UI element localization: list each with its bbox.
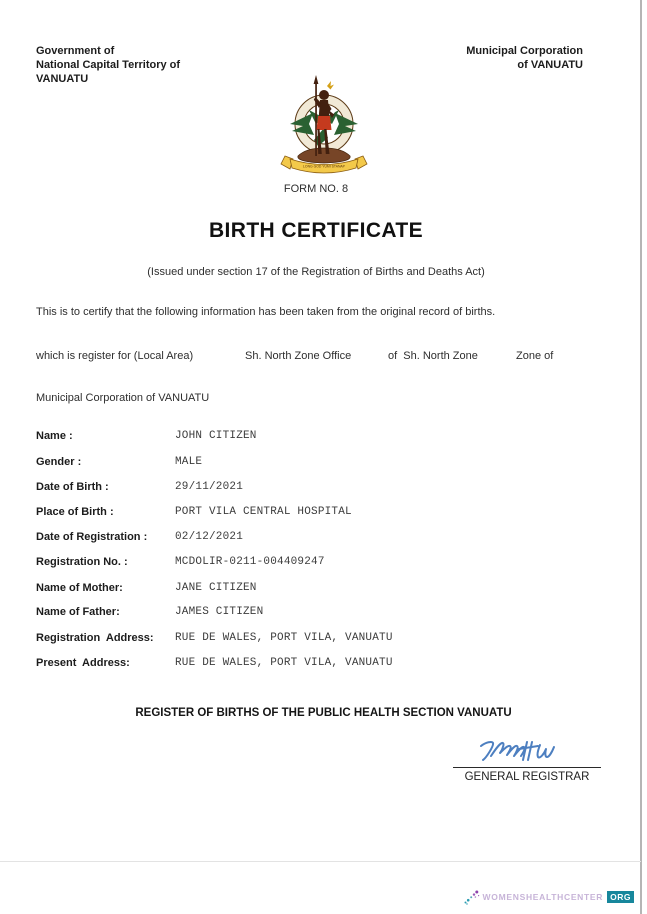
document-title: BIRTH CERTIFICATE xyxy=(208,219,424,242)
field-row-mother-name xyxy=(0,582,647,598)
header-left-line2: National Capital Territory of xyxy=(36,59,181,71)
mother-name-value: JANE CITIZEN xyxy=(175,582,257,594)
field-row-gender xyxy=(0,456,647,472)
date-of-registration-value: 02/12/2021 xyxy=(175,531,244,543)
field-row-registration-no xyxy=(0,556,647,572)
date-of-registration-label: Date of Registration : xyxy=(36,531,148,543)
field-row-present-address xyxy=(0,657,647,673)
document-subtitle: (Issued under section 17 of the Registration of Births and Deaths Act) xyxy=(147,266,485,278)
present-address-label: Present Address: xyxy=(36,657,130,669)
name-label: Name : xyxy=(36,430,73,442)
father-name-value: JAMES CITIZEN xyxy=(175,606,264,618)
coat-of-arms-icon xyxy=(276,74,372,178)
field-row-date-of-registration xyxy=(0,531,647,547)
page-edge-bottom xyxy=(0,861,641,862)
date-of-birth-value: 29/11/2021 xyxy=(175,481,244,493)
registration-no-value: MCDOLIR-0211-004409247 xyxy=(175,556,325,568)
signature-icon xyxy=(478,736,562,766)
field-row-date-of-birth xyxy=(0,481,647,497)
gender-value: MALE xyxy=(175,456,203,468)
header-right-line2: of VANUATU xyxy=(517,59,583,71)
registration-no-label: Registration No. : xyxy=(36,556,128,568)
header-right-line1: Municipal Corporation xyxy=(466,45,583,57)
register-zone-value: of Sh. North Zone xyxy=(388,350,478,362)
register-office-value: Sh. North Zone Office xyxy=(245,350,352,362)
header-government-block xyxy=(36,44,180,86)
vanuatu-coat-of-arms xyxy=(276,74,372,178)
register-zone-of-label: Zone of xyxy=(516,350,554,362)
register-corporation-line: Municipal Corporation of VANUATU xyxy=(36,392,210,404)
watermark-org-badge: ORG xyxy=(607,891,634,903)
field-row-place-of-birth xyxy=(0,506,647,522)
emblem-motto: LONG GOD YUMI STANAP xyxy=(303,164,345,169)
place-of-birth-label: Place of Birth : xyxy=(36,506,114,518)
watermark-text: WOMENSHEALTHCENTER xyxy=(482,891,604,902)
name-value: JOHN CITIZEN xyxy=(175,430,257,442)
register-for-label: which is register for (Local Area) xyxy=(36,350,194,362)
general-registrar-label: GENERAL REGISTRAR xyxy=(464,771,590,783)
signature-line xyxy=(453,767,601,768)
register-of-births-heading: REGISTER OF BIRTHS OF THE PUBLIC HEALTH SECTION VANUATU xyxy=(135,707,512,719)
field-row-father-name xyxy=(0,606,647,622)
date-of-birth-label: Date of Birth : xyxy=(36,481,109,493)
field-row-name xyxy=(0,430,647,446)
field-row-registration-address xyxy=(0,632,647,648)
present-address-value: RUE DE WALES, PORT VILA, VANUATU xyxy=(175,657,393,669)
registration-address-label: Registration Address: xyxy=(36,632,154,644)
watermark-dots-icon xyxy=(463,888,480,905)
header-municipal-block xyxy=(466,44,583,72)
header-left-line1: Government of xyxy=(36,45,115,57)
registration-address-value: RUE DE WALES, PORT VILA, VANUATU xyxy=(175,632,393,644)
gender-label: Gender : xyxy=(36,456,82,468)
header-left-line3: VANUATU xyxy=(36,73,89,85)
certify-statement: This is to certify that the following information has been taken from the original record of births. xyxy=(36,306,496,318)
father-name-label: Name of Father: xyxy=(36,606,120,618)
place-of-birth-value: PORT VILA CENTRAL HOSPITAL xyxy=(175,506,352,518)
form-number: FORM NO. 8 xyxy=(283,183,349,195)
registrar-signature xyxy=(478,736,562,766)
mother-name-label: Name of Mother: xyxy=(36,582,123,594)
womenshealthcenter-watermark xyxy=(463,888,634,905)
